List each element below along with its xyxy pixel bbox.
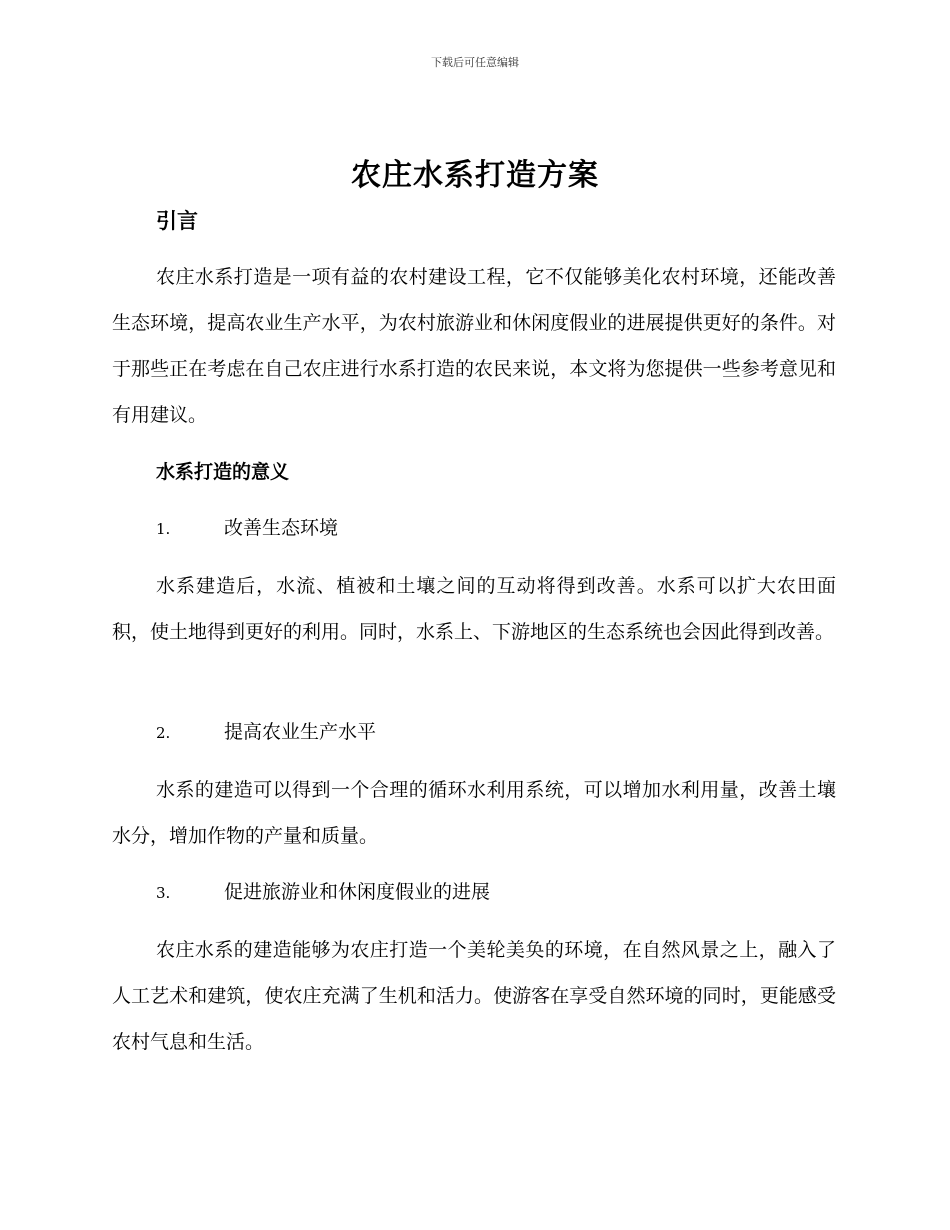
list-item-number: 3. [156,884,171,902]
list-item-paragraph: 水系建造后，水流、植被和土壤之间的互动将得到改善。水系可以扩大农田面积，使土地得到更好的利用。同时，水系上、下游地区的生态系统也会因此得到改善。 [112,575,836,643]
list-item-title: 促进旅游业和休闲度假业的进展 [224,881,491,903]
list-item-number: 2. [156,724,171,742]
header-note: 下载后可任意编辑 [431,56,519,69]
list-item [156,877,490,907]
list-item-title: 改善生态环境 [224,517,339,539]
meaning-heading: 水系打造的意义 [156,461,290,483]
list-item [156,717,376,747]
document-title: 农庄水系打造方案 [351,158,599,193]
list-item-paragraph: 水系的建造可以得到一个合理的循环水利用系统，可以增加水利用量，改善土壤水分，增加作物的产量和质量。 [112,779,836,847]
intro-heading: 引言 [156,209,198,233]
list-item-paragraph: 农庄水系的建造能够为农庄打造一个美轮美奂的环境，在自然风景之上，融入了人工艺术和建筑，使农庄充满了生机和活力。使游客在享受自然环境的同时，更能感受农村气息和生活。 [112,939,836,1053]
list-item [156,513,338,543]
list-item-title: 提高农业生产水平 [224,721,377,743]
intro-paragraph: 农庄水系打造是一项有益的农村建设工程，它不仅能够美化农村环境，还能改善生态环境，提高农业生产水平，为农村旅游业和休闲度假业的进展提供更好的条件。对于那些正在考虑在自己农庄进行水系打造的农民来说，本文将为您提供一些参考意见和有用建议。 [112,266,836,426]
list-item-number: 1. [156,520,171,538]
